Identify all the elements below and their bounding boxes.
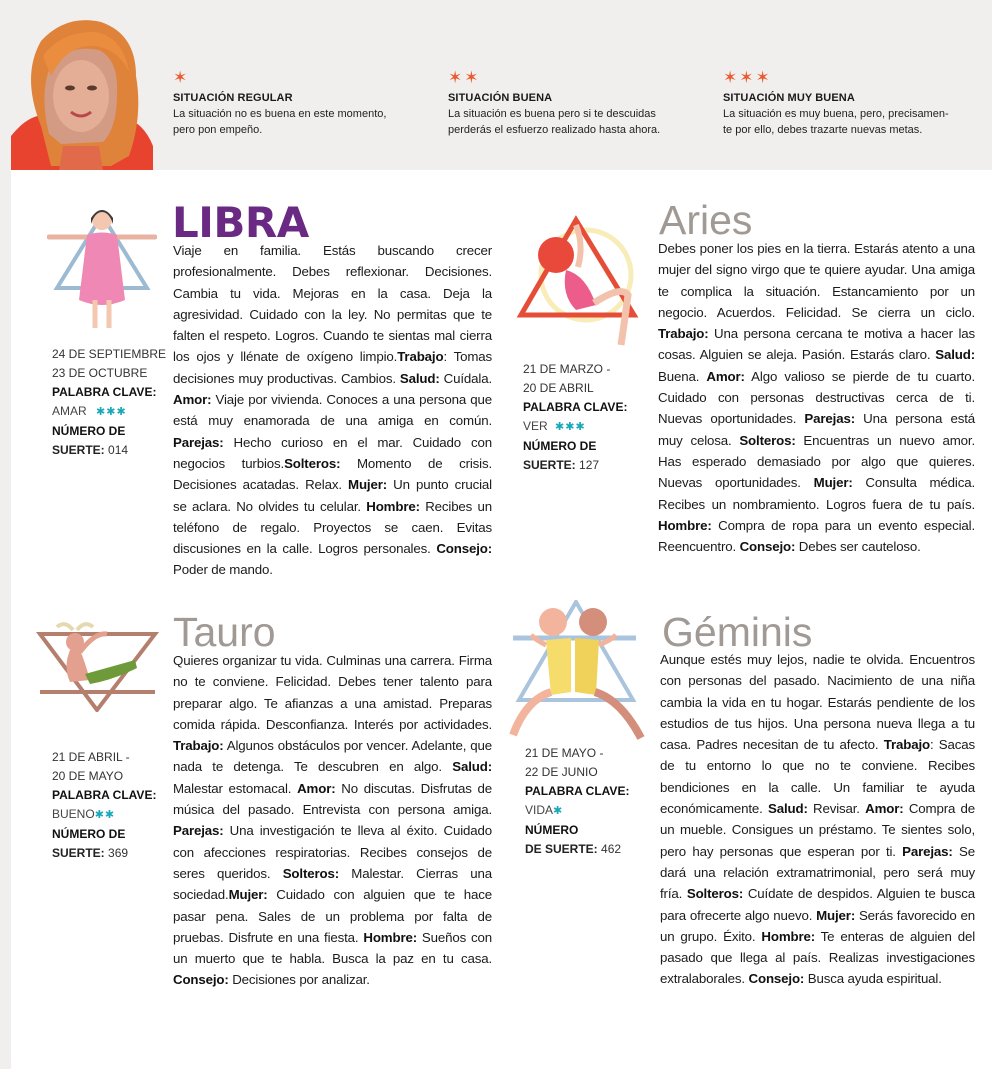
keyword-star-icon: ✱ [553, 805, 564, 817]
section-text: Se dará una relación extramatrimonial, pero será muy fría. [660, 843, 975, 902]
section-text: Te enteras de alguien del pasado que llega al país. Realizas investigaciones extralaborales. [660, 928, 975, 987]
section-label: Parejas: [173, 823, 224, 839]
star-icon: ✶ [173, 68, 190, 87]
date-range: 24 DE SEPTIEMBRE [52, 347, 167, 361]
section-text: Poder de mando. [173, 562, 273, 578]
section-label: Hombre: [761, 928, 816, 944]
geminis-meta [525, 744, 645, 859]
section-text: Decisiones por analizar. [228, 972, 370, 988]
libra-illustration-icon [47, 200, 157, 340]
section-label: Salud: [935, 347, 975, 363]
lucky-number-label: NÚMERO [525, 823, 579, 837]
legend-muy-buena [723, 68, 992, 138]
section-text: Una persona cercana te motiva a hacer las cosas. Alguien se aleja. Pasión. Estarás claro. [658, 326, 975, 363]
section-text: Sueños con un muerto que te habla. Busca la paz en tu casa. [173, 929, 493, 967]
astrologer-avatar [11, 16, 153, 170]
keyword: AMAR [52, 404, 87, 418]
section-label: Trabajo: [173, 738, 224, 754]
lucky-number-label: NÚMERO DE [52, 424, 126, 438]
section-label: Hombre: [366, 498, 420, 514]
keyword: VER [523, 419, 548, 433]
keyword-star-icon: ✱✱ [94, 809, 116, 821]
sign-intro: Debes poner los pies en la tierra. Estarás atento a una mujer del signo virgo que te quiere ayudar. Una amiga te complica la situación. Estancamiento por un negocio. Acuerdos. Felicidad. Se cierra un ciclo. [658, 241, 975, 320]
legend-title: SITUACIÓN REGULAR [173, 92, 293, 104]
date-range: 21 DE MARZO - [523, 362, 611, 376]
section-text: Serás favorecido en un grupo. Éxito. [660, 907, 975, 944]
section-label: Consejo: [748, 971, 805, 987]
section-label: Hombre: [363, 929, 417, 945]
aries-illustration-icon [516, 215, 646, 360]
section-label: Amor: [865, 801, 904, 817]
section-text: Recibes un teléfono de regalo. Proyectos se caen. Evitas discusiones en la calle. Logros personales. [173, 498, 492, 557]
tauro-illustration-icon [35, 622, 160, 717]
keyword-label: PALABRA CLAVE: [525, 784, 630, 798]
section-text: Algunos obstáculos por vencer. Adelante, que nada te detenga. Te descubren en algo. [173, 738, 492, 775]
section-label: Parejas: [902, 843, 953, 859]
lucky-number: 014 [108, 443, 129, 457]
section-label: Mujer: [813, 475, 853, 491]
section-label: Consejo: [739, 539, 796, 555]
section-text: Compra de un mueble. Consigues un préstamo. Te sientes solo, pero hay personas que esperan por ti. [660, 801, 975, 859]
star-icon: ✶✶ [448, 68, 481, 87]
section-text: Busca ayuda espiritual. [804, 971, 942, 987]
date-range: 21 DE ABRIL - [52, 750, 130, 764]
section-text: Revisar. [807, 801, 866, 817]
tauro-meta [52, 748, 172, 863]
legend-desc-line: perderás el esfuerzo realizado hasta ahora. [448, 124, 661, 136]
legend-desc [173, 106, 443, 138]
lucky-number-label: SUERTE: [52, 443, 105, 457]
date-range: 21 DE MAYO - [525, 746, 604, 760]
section-text: Malestar estomacal. [173, 780, 298, 796]
section-label: Trabajo: [658, 326, 709, 342]
section-text: : Tomas decisiones muy productivas. Cambios. [173, 349, 493, 386]
section-text: Una persona está muy celosa. [658, 411, 975, 448]
date-range: 23 DE OCTUBRE [52, 366, 148, 380]
legend-title: SITUACIÓN MUY BUENA [723, 92, 855, 104]
section-label: Solteros: [739, 432, 796, 448]
section-text: Malestar. Cierras una sociedad. [173, 865, 492, 903]
legend-desc-line: La situación es muy buena, pero, precisamen- [723, 108, 949, 120]
date-range: 20 DE MAYO [52, 769, 124, 783]
legend-desc [723, 106, 992, 138]
keyword-label: PALABRA CLAVE: [52, 788, 157, 802]
legend-desc-line: La situación es buena pero si te descuidas [448, 108, 656, 120]
legend-desc-line: La situación no es buena en este momento, [173, 108, 387, 120]
sign-title: Aries [659, 197, 753, 243]
section-label: Solteros: [282, 865, 339, 881]
sign-title: Géminis [662, 609, 813, 655]
section-text: Cuidado con alguien que te hace pasar pena. Sales de un problema por falta de pruebas. Disfrute en una fiesta. [173, 887, 492, 945]
lucky-number: 127 [579, 458, 600, 472]
keyword: BUENO [52, 807, 95, 821]
lucky-number-label: SUERTE: [52, 846, 105, 860]
geminis-illustration-icon [501, 600, 651, 755]
keyword-label: PALABRA CLAVE: [523, 400, 628, 414]
section-label: Parejas: [173, 434, 224, 450]
section-label: Hombre: [658, 517, 712, 533]
star-icon: ✶✶✶ [723, 68, 772, 87]
lucky-number: 462 [601, 842, 622, 856]
keyword-star-icon: ✱✱✱ [96, 406, 127, 418]
keyword-label: PALABRA CLAVE: [52, 385, 157, 399]
date-range: 22 DE JUNIO [525, 765, 598, 779]
keyword-star-icon: ✱✱✱ [555, 421, 586, 433]
sign-body [173, 650, 492, 991]
section-label: Salud: [768, 801, 808, 817]
section-label: Parejas: [804, 411, 855, 427]
section-text: Un punto crucial se aclara. No olvides tu celular. [173, 477, 492, 514]
section-label: Amor: [173, 392, 212, 408]
legend-buena [448, 68, 718, 138]
section-text: Compra de ropa para un evento especial. Reencuentro. [658, 517, 975, 555]
sign-intro: Viaje en familia. Estás buscando crecer profesionalmente. Debes reflexionar. Decisiones. Cambia tu vida. Mejoras en la casa. Deja la agresividad. Cuidado con la ley. No permitas que te falten el respeto. Logros. Cuando te sientas mal cierra los ojos y llénate de oxígeno limpio. [173, 243, 492, 365]
section-label: Solteros: [686, 886, 744, 902]
date-range: 20 DE ABRIL [523, 381, 594, 395]
section-label: Trabajo [397, 349, 444, 365]
lucky-number-label: SUERTE: [523, 458, 576, 472]
section-text: Cuídala. [439, 370, 492, 386]
section-text: Viaje por vivienda. Conoces a una persona que está muy enamorada de una amiga en común. [173, 392, 492, 429]
legend-desc-line: te por ello, debes trazarte nuevas metas. [723, 124, 923, 136]
aries-meta [523, 360, 643, 475]
section-label: Mujer: [816, 907, 856, 923]
legend-regular [173, 68, 443, 138]
sign-intro: Aunque estés muy lejos, nadie te olvida. Encuentros con personas del pasado. Nacimiento de una niña cambia la vida en tu hogar. Estarás pendiente de los estudios de tus hijos. Una persona nueva llega a tu casa. Padres necesitan de tu afecto. [660, 652, 975, 753]
section-label: Consejo: [436, 541, 492, 557]
portrait-image [11, 16, 153, 170]
sign-body [658, 238, 975, 557]
section-label: Consejo: [173, 972, 229, 988]
section-text: Consulta médica. Recibes un nombramiento. Logros fuera de tu país. [658, 475, 975, 512]
libra-meta [52, 345, 172, 460]
section-text: Encuentras un nuevo amor. Has esperado demasiado por algo que quieres. Nuevas oportunidades. [658, 432, 975, 491]
section-text: Buena. [658, 368, 707, 384]
legend-title: SITUACIÓN BUENA [448, 92, 553, 104]
legend-desc-line: pero pon empeño. [173, 124, 263, 136]
section-label: Salud: [452, 759, 492, 775]
sign-body [660, 649, 975, 990]
section-label: Amor: [297, 780, 336, 796]
keyword: VIDA [525, 803, 554, 817]
sign-title: LIBRA [172, 198, 309, 247]
lucky-number-label: NÚMERO DE [523, 439, 597, 453]
section-text: No discutas. Disfrutas de música del pasado. Entrevista con persona amiga. [173, 780, 492, 818]
section-text: Una investigación te lleva al éxito. Cuidado con afecciones respiratorias. Recibes consejos de seres queridos. [173, 823, 492, 881]
section-label: Salud: [399, 370, 440, 386]
section-label: Solteros: [284, 455, 341, 471]
sign-intro: Quieres organizar tu vida. Culminas una carrera. Firma no te conviene. Felicidad. Debes tener talento para preparar algo. Te afianzas a una amistad. Preparas comida rápida. Desconfianza. Interés por actividades. [173, 653, 492, 732]
sign-title: Tauro [173, 609, 276, 655]
lucky-number: 369 [108, 846, 129, 860]
section-text: Momento de crisis. Decisiones acatadas. Relax. [173, 455, 492, 493]
section-label: Mujer: [228, 887, 268, 903]
section-text: Hecho curioso en el mar. Cuidado con negocios turbios. [173, 434, 492, 471]
section-label: Trabajo [883, 737, 930, 753]
sign-body [173, 240, 492, 581]
lucky-number-label: DE SUERTE: [525, 842, 598, 856]
section-text: Algo valioso se pierde de tu cuarto. Cuidado con personas destructivas cerca de ti. Nuevas oportunidades. [658, 368, 975, 427]
header [0, 0, 992, 170]
section-text: : Sacas de tu entorno lo que no te conviene. Recibes bendiciones en la calle. Un familiar te ayuda económicamente. [660, 737, 976, 817]
lucky-number-label: NÚMERO DE [52, 827, 126, 841]
section-text: Debes ser cauteloso. [795, 539, 921, 555]
legend-desc [448, 106, 718, 138]
section-label: Amor: [706, 368, 745, 384]
section-label: Mujer: [348, 477, 388, 493]
section-text: Cuídate de despidos. Alguien te busca para ofrecerte algo nuevo. [660, 886, 975, 923]
horoscope-panel [11, 170, 992, 1069]
